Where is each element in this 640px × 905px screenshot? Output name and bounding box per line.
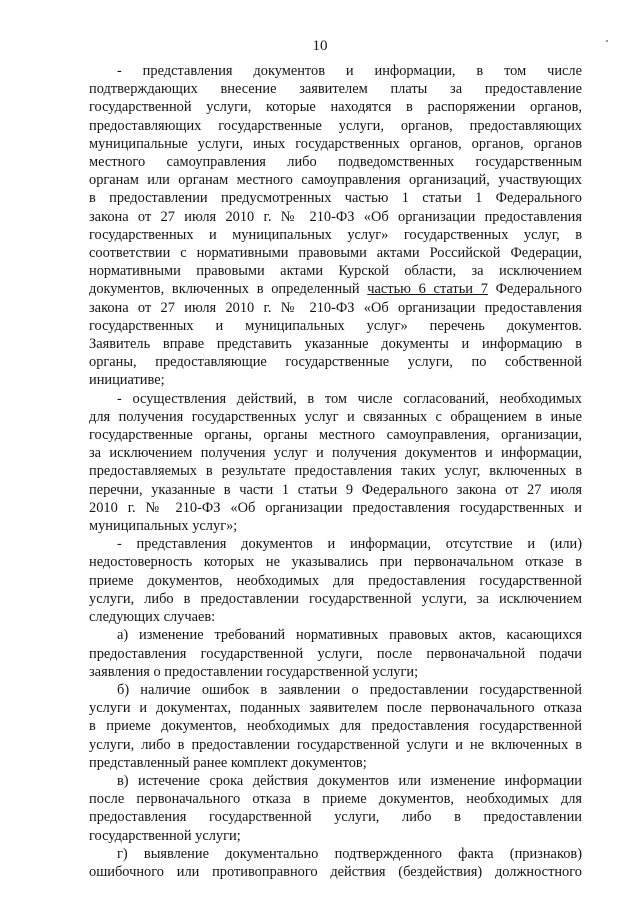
text-line: в приеме документов, необходимых для предоставления государственной xyxy=(89,718,582,735)
text-line: закона от 27 июля 2010 г. № 210-ФЗ «Об организации предоставления xyxy=(89,208,582,225)
text-line: органы, предоставляющие государственные услуги, по собственной xyxy=(89,354,582,371)
text-line: муниципальных услуг»; xyxy=(89,518,238,535)
text-line: предоставления государственной услуги, либо в предоставлении xyxy=(89,809,582,826)
text-line: в предоставлении предусмотренных частью 1 статьи 1 Федерального xyxy=(89,190,582,207)
text-line: услуги и документах, поданных заявителем после первоначального отказа xyxy=(89,700,582,717)
text-line: органам или органам местного самоуправления организаций, участвующих xyxy=(89,172,582,189)
text-line: предоставления государственной услуги, после первоначальной подачи xyxy=(89,645,582,662)
page-number: 10 xyxy=(312,38,328,54)
text-line: государственной услуги; xyxy=(89,827,241,844)
text-line: следующих случаев: xyxy=(89,609,216,626)
text-line: ошибочного или противоправного действия (бездействия) должностного xyxy=(89,863,582,880)
text-line: государственные органы, органы местного самоуправления, организации, xyxy=(89,427,582,444)
document-body xyxy=(89,62,582,881)
text-line: б) наличие ошибок в заявлении о предоставлении государственной xyxy=(117,681,582,698)
text-line xyxy=(89,280,582,298)
text-line: 2010 г. № 210-ФЗ «Об организации предоставления государственных и xyxy=(89,499,582,516)
text-line: приеме документов, необходимых для предоставления государственной xyxy=(89,572,582,589)
text-line: муниципальные услуги, иных государственных органов, органов, органов xyxy=(89,135,582,152)
line-text-before-link: документов, включенных в определенный xyxy=(89,281,368,298)
text-line: государственных и муниципальных услуг» государственных услуг, в xyxy=(89,226,582,243)
text-line: предоставляющих государственные услуги, органов, предоставляющих xyxy=(89,117,582,134)
text-line: услуги, либо в предоставлении государственной услуги, за исключением xyxy=(89,590,582,607)
text-line: для получения государственных услуг и связанных с обращением в иные xyxy=(89,408,582,425)
text-line: Заявитель вправе представить указанные документы и информацию в xyxy=(89,336,582,353)
text-line: инициативе; xyxy=(89,372,165,389)
text-line: услуги, либо в предоставлении государственной услуги и не включенных в xyxy=(89,736,582,753)
scan-artifact-dot xyxy=(606,40,608,42)
text-line: соответствии с нормативными правовыми актами Российской Федерации, xyxy=(89,245,582,262)
text-line: г) выявление документально подтвержденного факта (признаков) xyxy=(117,845,582,862)
text-line: предоставляемых в результате предоставления таких услуг, включенных в xyxy=(89,463,582,480)
text-line: за исключением получения услуг и получения документов и информации, xyxy=(89,445,582,462)
text-line: недостоверность которых не указывались при первоначальном отказе в xyxy=(89,554,582,571)
text-line: представленный ранее комплект документов; xyxy=(89,754,367,771)
text-line: - представления документов и информации, в том числе xyxy=(117,63,582,79)
text-line: государственной услуги, которые находятся в распоряжении органов, xyxy=(89,99,582,116)
text-line: закона от 27 июля 2010 г. № 210-ФЗ «Об организации предоставления xyxy=(89,299,582,316)
text-line: нормативными правовыми актами Курской области, за исключением xyxy=(89,263,582,280)
text-line: местного самоуправления либо подведомственных государственным xyxy=(89,154,582,171)
text-line: заявления о предоставлении государственной услуги; xyxy=(89,663,419,680)
line-text-after-link: Федерального xyxy=(487,281,582,298)
law-reference-link[interactable]: частью 6 статьи 7 xyxy=(367,281,488,298)
text-line: государственных и муниципальных услуг» перечень документов. xyxy=(89,317,582,334)
text-line: в) истечение срока действия документов или изменение информации xyxy=(117,772,582,789)
text-line: - представления документов и информации, отсутствие и (или) xyxy=(117,536,582,553)
text-line: подтверждающих внесение заявителем платы за предоставление xyxy=(89,81,582,98)
text-line: а) изменение требований нормативных правовых актов, касающихся xyxy=(117,627,582,644)
text-line: после первоначального отказа в приеме документов, необходимых для xyxy=(89,791,582,808)
text-line: перечни, указанные в части 1 статьи 9 Федерального закона от 27 июля xyxy=(89,481,582,498)
text-line: - осуществления действий, в том числе согласований, необходимых xyxy=(117,390,582,407)
